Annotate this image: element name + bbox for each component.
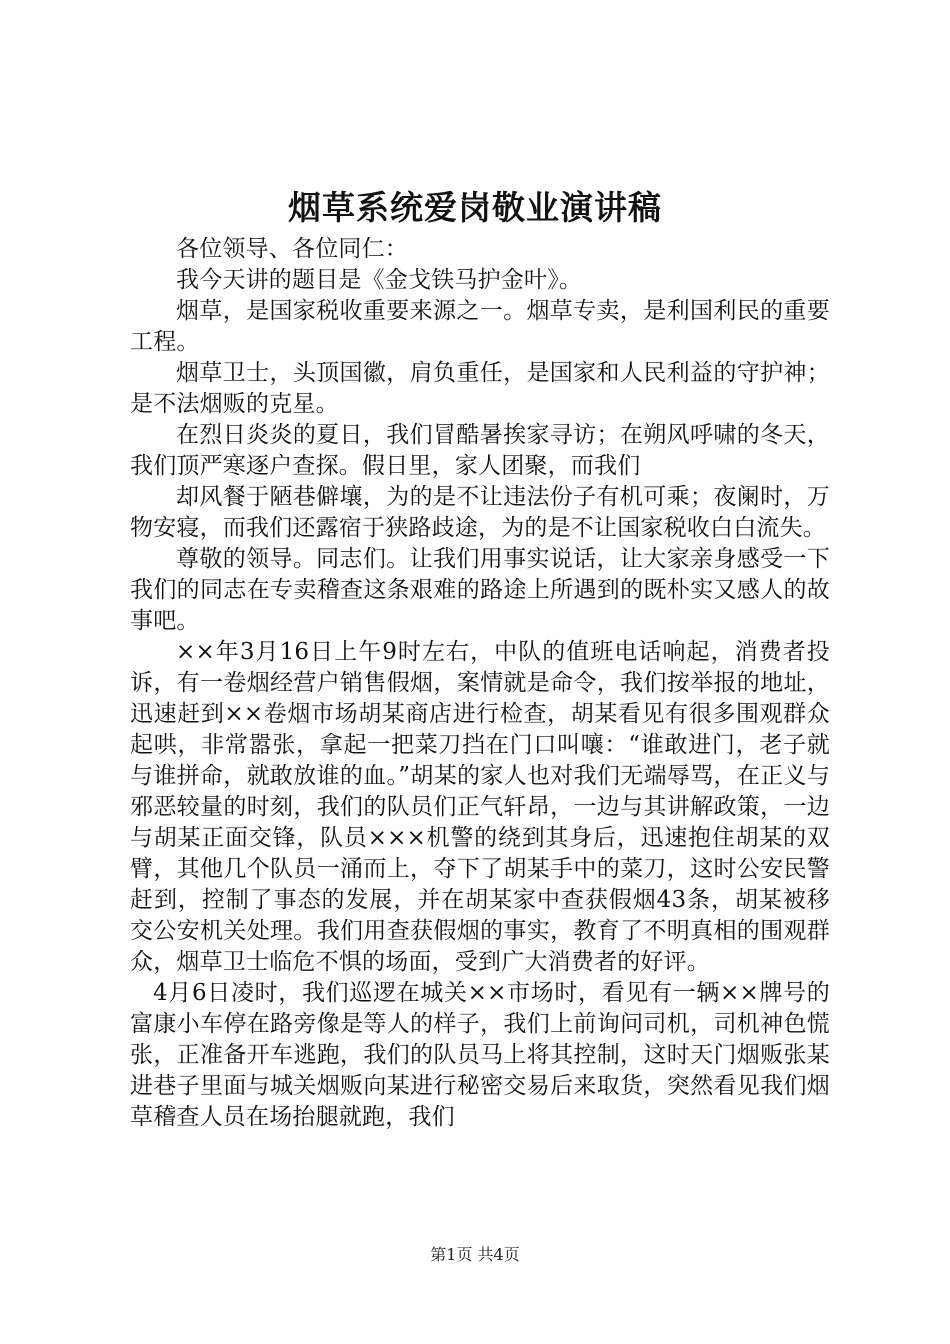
paragraph-seasons: 在烈日炎炎的夏日，我们冒酷暑挨家寻访；在朔风呼啸的冬天，我们顶严寒逐户查探。假日里，家人团聚，而我们 [130, 422, 830, 479]
paragraph-case-march: ××年3月16日上午9时左右，中队的值班电话响起，消费者投诉，有一卷烟经营户销售假烟，案情就是命令，我们按举报的地址，迅速赶到××卷烟市场胡某商店进行检查，胡某看见有很多围观群众起哄，非常嚣张，拿起一把菜刀挡在门口叫嚷：“谁敢进门，老子就与谁拼命，就敢放谁的血。”胡某的家人也对我们无端辱骂，在正义与邪恶较量的时刻，我们的队员们正气轩昂，一边与其讲解政策，一边与胡某正面交锋，队员×××机警的绕到其身后，迅速抱住胡某的双臂，其他几个队员一涌而上，夺下了胡某手中的菜刀，这时公安民警赶到，控制了事态的发展，并在胡某家中查获假烟43条，胡某被移交公安机关处理。我们用查获假烟的事实，教育了不明真相的围观群众，烟草卫士临危不惧的场面，受到广大消费者的好评。 [130, 639, 830, 975]
paragraph-tobacco-guards: 烟草卫士，头顶国徽，肩负重任，是国家和人民利益的守护神；是不法烟贩的克星。 [130, 360, 830, 417]
document-body [130, 234, 830, 1133]
paragraph-tobacco-importance: 烟草，是国家税收重要来源之一。烟草专卖，是利国利民的重要工程。 [130, 298, 830, 355]
page-footer: 第1页 共4页 [430, 1245, 520, 1264]
document-title: 烟草系统爱岗敬业演讲稿 [288, 188, 662, 227]
paragraph-address: 尊敬的领导。同志们。让我们用事实说话，让大家亲身感受一下我们的同志在专卖稽查这条艰难的路途上所遇到的既朴实又感人的故事吧。 [130, 546, 830, 634]
paragraph-case-april: 4月6日凌时，我们巡逻在城关××市场时，看见有一辆××牌号的富康小车停在路旁像是等人的样子，我们上前询问司机，司机神色慌张，正准备开车逃跑，我们的队员马上将其控制，这时天门烟贩张某进巷子里面与城关烟贩向某进行秘密交易后来取货，突然看见我们烟草稽查人员在场抬腿就跑，我们 [130, 980, 830, 1130]
paragraph-hardship: 却风餐于陋巷僻壤，为的是不让违法份子有机可乘；夜阑时，万物安寝，而我们还露宿于狭路歧途，为的是不让国家税收白白流失。 [130, 484, 830, 541]
paragraph-topic: 我今天讲的题目是《金戈铁马护金叶》。 [176, 267, 583, 293]
paragraph-salutation: 各位领导、各位同仁： [176, 236, 408, 262]
